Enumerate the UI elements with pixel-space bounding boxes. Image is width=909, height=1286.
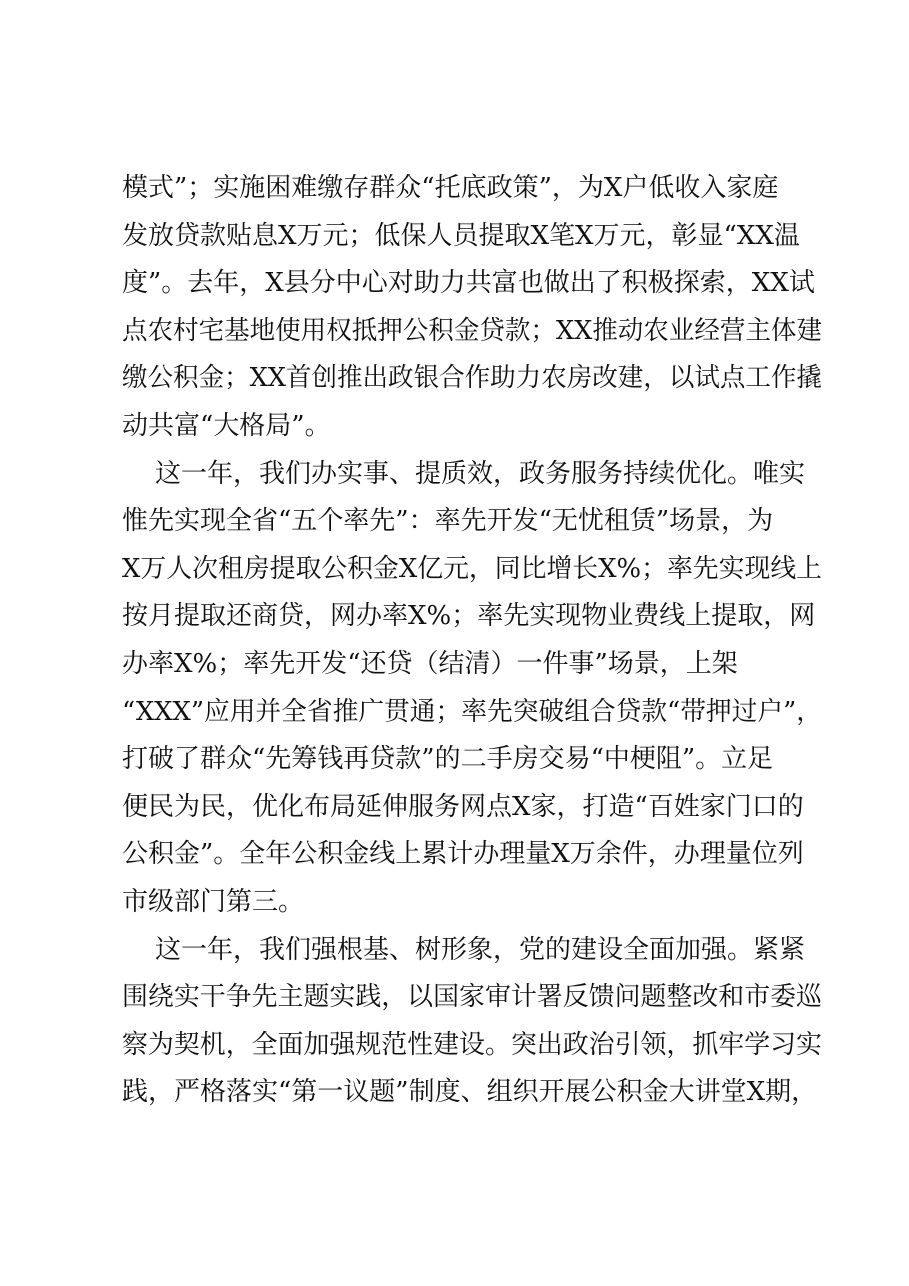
text-line bbox=[122, 213, 822, 261]
text-line-content: 这一年，我们强根基、树形象，党的建设全面加强。紧紧 bbox=[122, 934, 806, 965]
text-line bbox=[122, 451, 822, 499]
text-line bbox=[122, 1069, 822, 1117]
text-line bbox=[122, 308, 822, 356]
text-line-content: 打破了群众“先筹钱再贷款”的二手房交易“中梗阻”。立足 bbox=[122, 744, 774, 775]
text-line bbox=[122, 1022, 822, 1070]
text-line-content: 按月提取还商贷，网办率X%；率先实现物业费线上提取，网 bbox=[122, 601, 816, 632]
text-line bbox=[122, 831, 822, 879]
text-line-content: X万人次租房提取公积金X亿元，同比增长X%；率先实现线上 bbox=[122, 553, 823, 584]
text-line-content: 这一年，我们办实事、提质效，政务服务持续优化。唯实 bbox=[122, 458, 806, 489]
text-line bbox=[122, 498, 822, 546]
text-line-content: 点农村宅基地使用权抵押公积金贷款；XX推动农业经营主体建 bbox=[122, 315, 822, 346]
text-line bbox=[122, 641, 822, 689]
text-line bbox=[122, 260, 822, 308]
text-line bbox=[122, 689, 822, 737]
document-body bbox=[122, 165, 822, 1117]
text-line bbox=[122, 974, 822, 1022]
text-line-content: 便民为民，优化布局延伸服务网点X家，打造“百姓家门口的 bbox=[122, 791, 804, 822]
text-line bbox=[122, 736, 822, 784]
text-line-content: 动共富“大格局”。 bbox=[122, 410, 331, 441]
text-line bbox=[122, 593, 822, 641]
text-line-content: 办率X%；率先开发“还贷（结清）一件事”场景，上架 bbox=[122, 648, 738, 679]
text-line bbox=[122, 403, 822, 451]
text-line-content: 公积金”。全年公积金线上累计办理量X万余件，办理量位列 bbox=[122, 839, 804, 870]
text-line-content: 惟先实现全省“五个率先”：率先开发“无忧租赁”场景，为 bbox=[122, 506, 774, 537]
text-line-content: 缴公积金；XX首创推出政银合作助力农房改建，以试点工作撬 bbox=[122, 363, 822, 394]
text-line-content: 度”。去年，X县分中心对助力共富也做出了积极探索，XX试 bbox=[122, 268, 815, 299]
text-line-content: 围绕实干争先主题实践，以国家审计署反馈问题整改和市委巡 bbox=[122, 982, 822, 1013]
text-line bbox=[122, 784, 822, 832]
text-line bbox=[122, 355, 822, 403]
text-line bbox=[122, 165, 822, 213]
text-line-content: 市级部门第三。 bbox=[122, 886, 305, 917]
text-line-content: 模式”；实施困难缴存群众“托底政策”，为X户低收入家庭 bbox=[122, 173, 779, 203]
text-line-content: 践，严格落实“第一议题”制度、组织开展公积金大讲堂X期， bbox=[122, 1077, 818, 1108]
text-line bbox=[122, 927, 822, 975]
text-line-content: 察为契机，全面加强规范性建设。突出政治引领，抓牢学习实 bbox=[122, 1029, 822, 1060]
text-line-content: “XXX”应用并全省推广贯通；率先突破组合贷款“带押过户”， bbox=[122, 696, 822, 727]
text-line-content: 发放贷款贴息X万元；低保人员提取X笔X万元，彰显“XX温 bbox=[122, 220, 800, 251]
text-line bbox=[122, 546, 822, 594]
text-line bbox=[122, 879, 822, 927]
